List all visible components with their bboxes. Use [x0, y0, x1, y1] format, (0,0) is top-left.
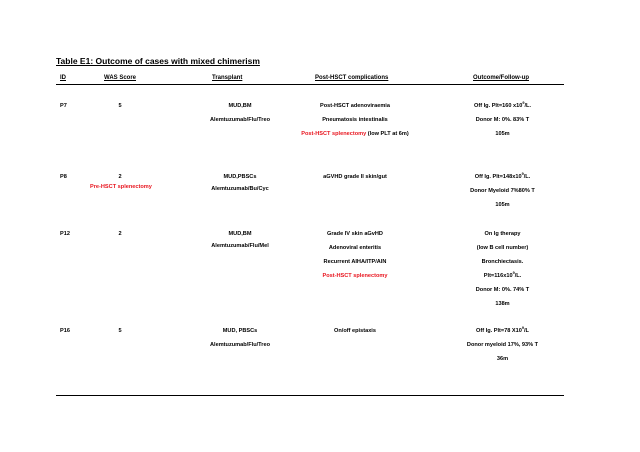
- row-p16-was: 5: [118, 328, 122, 334]
- row-p7-post-3: Post-HSCT splenectomy (low PLT at 6m): [301, 131, 409, 137]
- row-p12-outcome-6: 138m: [495, 301, 510, 307]
- header-rule: [56, 84, 564, 85]
- table-bottom-rule: [56, 395, 564, 396]
- header-outcome: Outcome/Follow-up: [473, 75, 529, 81]
- header-transplant: Transplant: [212, 75, 243, 81]
- row-p16-outcome-1: Off Ig. Plt=78 $X10^9/L$: [476, 326, 529, 334]
- row-p12-outcome-1: On Ig therapy: [484, 231, 521, 237]
- row-p8-id: P8: [60, 174, 67, 180]
- row-p8-outcome-2: Donor Myeloid 7%80% T: [470, 188, 535, 194]
- row-p16-transplant-1: MUD, PBSCs: [222, 328, 258, 334]
- row-p12-outcome-5: Donor M: 0%. 74% T: [475, 287, 530, 293]
- row-p7-outcome-1: Off Ig. Plt=160 $x10^9/L$.: [473, 101, 531, 109]
- row-p12-id: P12: [60, 231, 70, 237]
- row-p7-outcome-2: Donor M: 0%. 83% T: [475, 117, 530, 123]
- row-p8-outcome-1: Off Ig. $Plt=148x10^9/L$.: [474, 172, 531, 180]
- row-p8-transplant-2: Alemtuzumab/Bu/Cyc: [211, 186, 269, 192]
- row-p12-post-3: Recurrent AIHA/ITP/AIN: [323, 259, 387, 265]
- row-p16-post-1: On/off epistaxis: [334, 328, 376, 334]
- row-p7-post-1: Post-HSCT adenoviraemia: [320, 103, 390, 109]
- row-p7-post-2: Pneumatosis intestinalis: [322, 117, 388, 123]
- row-p8-was: 2: [118, 174, 122, 180]
- row-p16-outcome-3: 36m: [496, 356, 509, 362]
- row-p8-was-splenectomy: Pre-HSCT splenectomy: [90, 184, 152, 190]
- row-p16-transplant-2: Alemtuzumab/Flu/Treo: [210, 342, 270, 348]
- row-p8-outcome-3: 105m: [495, 202, 510, 208]
- row-p16-id: P16: [60, 328, 70, 334]
- table-title: Table E1: Outcome of cases with mixed chimerism: [56, 56, 260, 66]
- row-p7-post-splenectomy: Post-HSCT splenectomy: [301, 131, 367, 137]
- row-p8-post-1: aGVHD grade II skin/gut: [323, 174, 387, 180]
- row-p12-was: 2: [118, 231, 122, 237]
- row-p12-post-splenectomy: Post-HSCT splenectomy: [322, 273, 388, 279]
- row-p12-outcome-3: Bronchiectasis.: [481, 259, 524, 265]
- row-p16-outcome-2: Donor myeloid 17%, 93% T: [466, 342, 539, 348]
- header-post-hsct: Post-HSCT complications: [315, 75, 389, 81]
- row-p12-transplant-2: Alemtuzumab/Flu/Mel: [211, 243, 269, 249]
- row-p12-transplant-1: MUD,BM: [228, 231, 252, 237]
- row-p7-outcome-3: 105m: [495, 131, 510, 137]
- row-p7-id: P7: [60, 103, 67, 109]
- row-p7-transplant-1: MUD,BM: [228, 103, 252, 109]
- row-p12-outcome-2: (low B cell number): [476, 245, 529, 251]
- header-was-score: WAS Score: [104, 75, 137, 81]
- row-p7-was: 5: [118, 103, 122, 109]
- row-p12-post-1: Grade IV skin aGvHD: [327, 231, 383, 237]
- row-p12-post-2: Adenoviral enteritis: [328, 245, 382, 251]
- row-p7-transplant-2: Alemtuzumab/Flu/Treo: [210, 117, 270, 123]
- row-p12-outcome-4: $Plt=116x10^9/L$.: [483, 271, 522, 279]
- row-p8-transplant-1: MUD,PBSCs: [223, 174, 257, 180]
- header-id: ID: [60, 75, 66, 81]
